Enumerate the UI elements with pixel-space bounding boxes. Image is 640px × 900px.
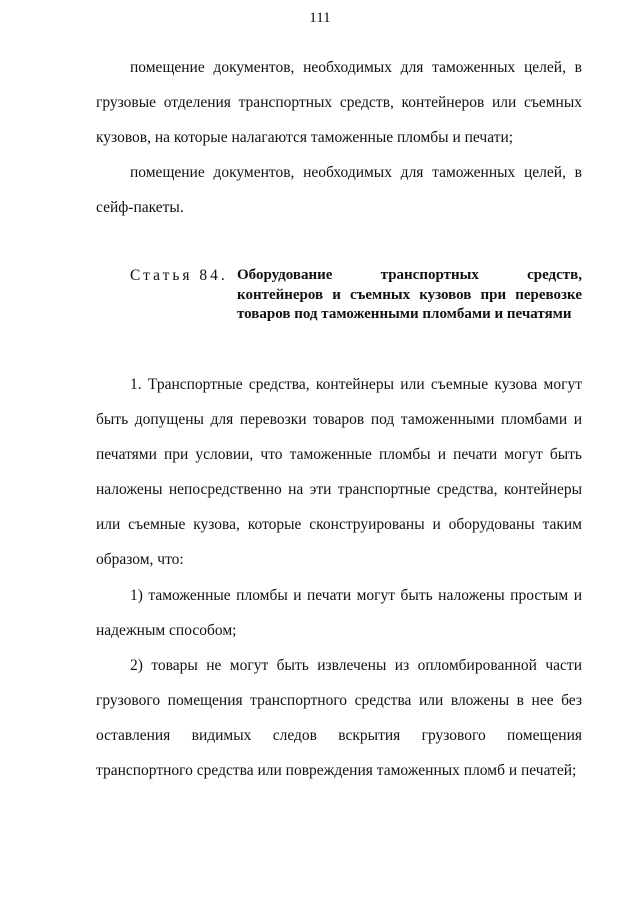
paragraph-documents-cargo: помещение документов, необходимых для таможенных целей, в грузовые отделения транспортных средств, контейнеров или съемных кузовов, на которые налагаются таможенные пломбы и печати;	[96, 59, 582, 146]
paragraph-documents-safe-bags: помещение документов, необходимых для таможенных целей, в сейф-пакеты.	[96, 164, 582, 216]
article-number: Статья 84.	[130, 267, 228, 284]
article-title: Оборудование транспортных средств, контейнеров и съемных кузовов при перевозке товаров под таможенными пломбами и печатями	[237, 267, 582, 322]
paragraph-clause-1: 1. Транспортные средства, контейнеры или съемные кузова могут быть допущены для перевозки товаров под таможенными пломбами и печатями при условии, что таможенные пломбы и печати могут быть наложены непосредственно на эти транспортные средства, контейнеры или съемные кузова, которые сконструированы и оборудованы таким образом, что:	[96, 376, 582, 568]
paragraph-item-1: 1) таможенные пломбы и печати могут быть наложены простым и надежным способом;	[96, 587, 582, 639]
page-number: 111	[309, 10, 331, 26]
article-heading	[130, 266, 582, 346]
paragraph-item-2: 2) товары не могут быть извлечены из опломбированной части грузового помещения транспортного средства или вложены в нее без оставления видимых следов вскрытия грузового помещения транспортного средства или повреждения таможенных пломб и печатей;	[96, 657, 582, 779]
